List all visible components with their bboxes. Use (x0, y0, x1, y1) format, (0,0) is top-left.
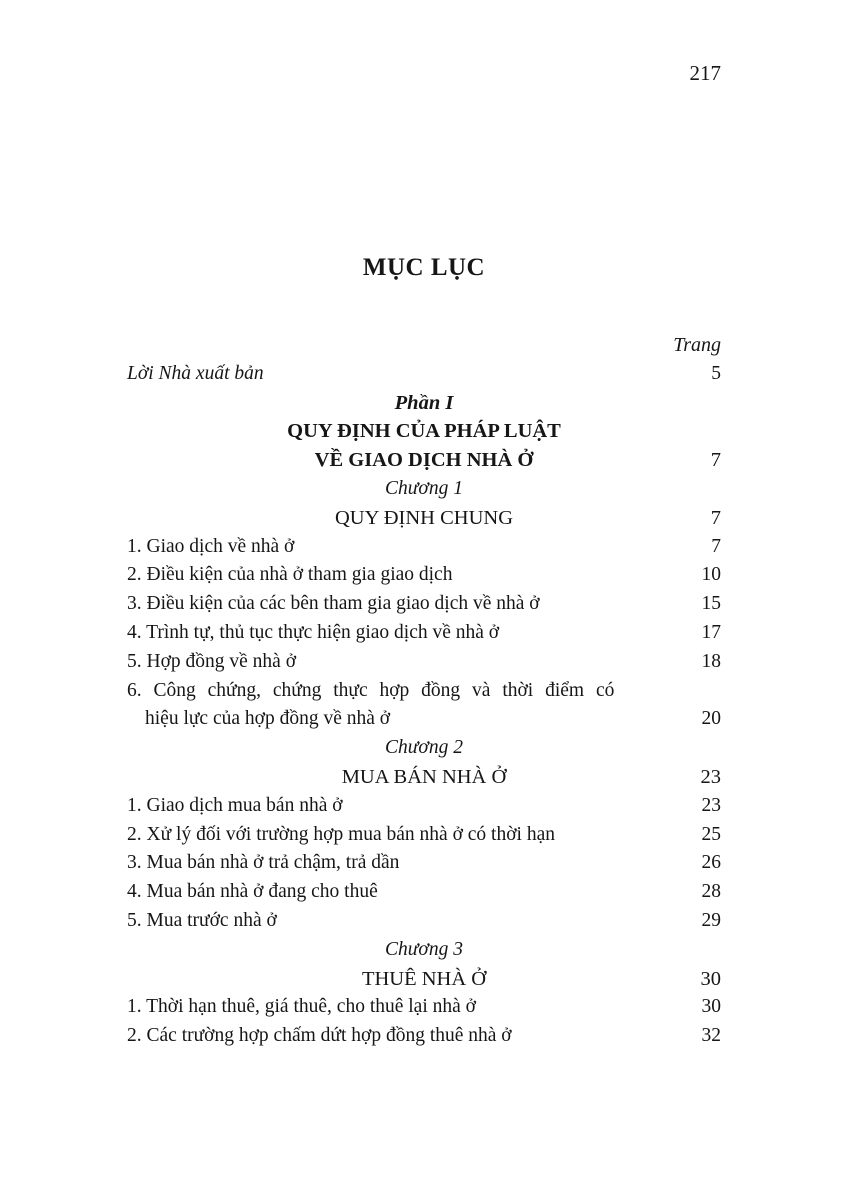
toc-item (127, 533, 721, 562)
toc-item (127, 907, 721, 936)
toc-page-number: 20 (701, 708, 721, 730)
toc-chapter-name (127, 936, 721, 965)
toc-item (127, 993, 721, 1022)
toc-item-label-continued: hiệu lực của hợp đồng về nhà ở (145, 708, 391, 730)
toc-item-label: 3. Điều kiện của các bên tham gia giao dịch về nhà ở (127, 593, 540, 615)
table-of-contents (127, 331, 721, 1051)
toc-page-number: 23 (700, 765, 721, 788)
toc-page-number: 28 (701, 881, 721, 903)
toc-item-label: Lời Nhà xuất bản (127, 362, 264, 384)
toc-item (127, 849, 721, 878)
toc-item-label: 6. Công chứng, chứng thực hợp đồng và thời điểm có (127, 679, 615, 701)
toc-page-number: 30 (700, 967, 721, 990)
toc-item-label: 1. Giao dịch về nhà ở (127, 535, 295, 557)
toc-page-number: 5 (711, 362, 721, 384)
toc-page-number: 15 (701, 593, 721, 615)
toc-page-number: 7 (710, 506, 721, 529)
toc-heading-label: VỀ GIAO DỊCH NHÀ Ở (314, 449, 534, 472)
toc-page-number: 23 (701, 794, 721, 816)
toc-heading-label: THUÊ NHÀ Ở (361, 967, 487, 990)
toc-heading-label: Chương 3 (385, 938, 463, 960)
toc-item (127, 561, 721, 590)
toc-item (127, 792, 721, 821)
toc-part-name (127, 389, 721, 418)
toc-item (127, 821, 721, 850)
toc-page-number: 29 (701, 909, 721, 931)
toc-item-label: 2. Các trường hợp chấm dứt hợp đồng thuê nhà ở (127, 1025, 512, 1047)
toc-page-number: 18 (701, 650, 721, 672)
toc-page-number: 25 (701, 823, 721, 845)
toc-heading-label: Chương 2 (385, 737, 463, 759)
toc-column-header: Trang (673, 334, 721, 356)
toc-heading-label: Chương 1 (385, 477, 463, 499)
toc-page-number: 17 (701, 621, 721, 643)
toc-item (127, 590, 721, 619)
toc-item-label: 5. Mua trước nhà ở (127, 909, 277, 931)
toc-page-number: 30 (701, 996, 721, 1018)
toc-chapter-title (127, 965, 721, 994)
toc-item-label: 2. Điều kiện của nhà ở tham gia giao dịch (127, 564, 453, 586)
toc-item-label: 4. Mua bán nhà ở đang cho thuê (127, 881, 378, 903)
toc-part-title (127, 417, 721, 446)
toc-page-number: 26 (701, 852, 721, 874)
toc-item-label: 4. Trình tự, thủ tục thực hiện giao dịch về nhà ở (127, 621, 500, 643)
toc-item-label: 5. Hợp đồng về nhà ở (127, 650, 297, 672)
toc-chapter-name (127, 734, 721, 763)
toc-chapter-title (127, 763, 721, 792)
toc-part-title (127, 446, 721, 475)
toc-page-number: 7 (710, 449, 721, 472)
toc-page-number: 32 (701, 1025, 721, 1047)
toc-item (127, 648, 721, 677)
toc-item (127, 360, 721, 389)
toc-item (127, 1022, 721, 1051)
toc-chapter-title (127, 504, 721, 533)
toc-item-label: 1. Giao dịch mua bán nhà ở (127, 794, 343, 816)
toc-heading-label: QUY ĐỊNH CHUNG (334, 506, 514, 529)
toc-heading-label: MUA BÁN NHÀ Ở (341, 765, 507, 788)
toc-item-label: 3. Mua bán nhà ở trả chậm, trả dần (127, 852, 400, 874)
toc-page-number: 7 (711, 535, 721, 557)
toc-item-label: 2. Xử lý đối với trường hợp mua bán nhà ở có thời hạn (127, 823, 555, 845)
toc-heading-label: QUY ĐỊNH CỦA PHÁP LUẬT (287, 420, 561, 443)
toc-item (127, 878, 721, 907)
page-folio-number: 217 (689, 61, 721, 85)
toc-heading-label: Phần I (394, 391, 454, 414)
toc-item-label: 1. Thời hạn thuê, giá thuê, cho thuê lại nhà ở (127, 996, 476, 1018)
toc-item (127, 677, 721, 735)
toc-item (127, 619, 721, 648)
toc-chapter-name (127, 475, 721, 504)
page-title: MỤC LỤC (362, 253, 486, 281)
toc-page-number: 10 (701, 564, 721, 586)
